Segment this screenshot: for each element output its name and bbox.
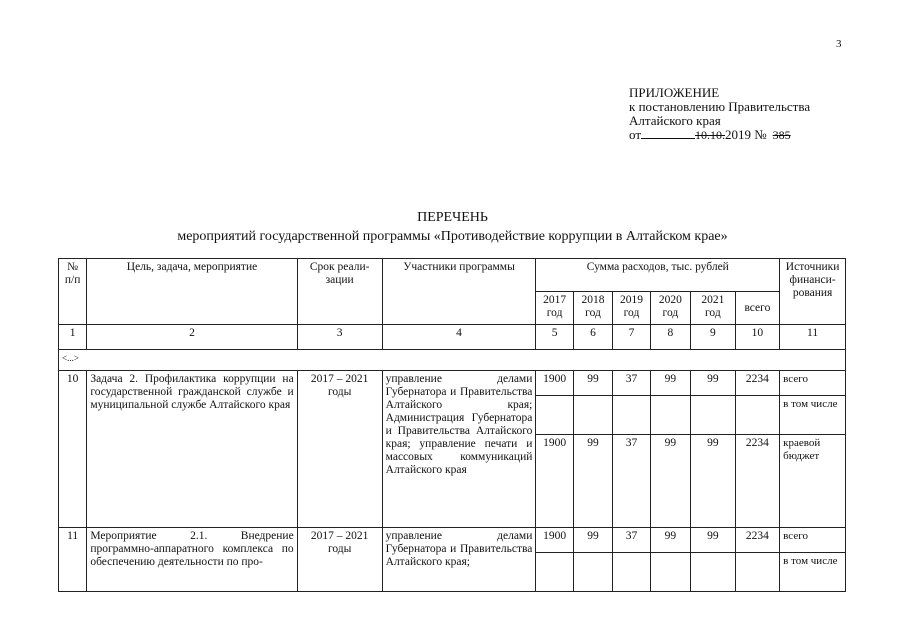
measures-table (58, 258, 846, 592)
value-cell: 1900 (536, 371, 573, 396)
appendix-block (629, 86, 810, 142)
column-number: 5 (536, 325, 573, 350)
header-goal: Цель, задача, мероприятие (87, 259, 297, 325)
appendix-heading: ПРИЛОЖЕНИЕ (629, 85, 720, 100)
value-cell (613, 553, 650, 592)
page-number: 3 (836, 38, 842, 50)
row-goal: Мероприятие 2.1. Внедрение программно-аппаратного комплекса по обеспечению деятельности по про- (87, 528, 297, 592)
column-number: 8 (650, 325, 690, 350)
column-number: 11 (780, 325, 846, 350)
header-row-1 (59, 259, 846, 292)
value-cell (536, 396, 573, 435)
value-cell (691, 553, 736, 592)
value-cell (650, 553, 690, 592)
date-prefix: от (629, 127, 642, 142)
value-cell: 99 (691, 371, 736, 396)
value-cell (573, 553, 612, 592)
header-sources: Источники финанси-рования (780, 259, 846, 325)
value-cell: 2234 (735, 528, 780, 553)
value-cell: 37 (613, 371, 650, 396)
source-cell: в том числе (780, 553, 846, 592)
header-year-2021: 2021 год (691, 292, 736, 325)
date-value: 10.10. (695, 128, 726, 142)
appendix-date-line (629, 128, 810, 142)
value-cell: 99 (650, 528, 690, 553)
appendix-line-2: Алтайского края (629, 113, 721, 128)
table-row (59, 528, 846, 553)
number-sign: № (754, 127, 767, 142)
header-sum: Сумма расходов, тыс. рублей (536, 259, 780, 292)
value-cell (573, 396, 612, 435)
document-title: ПЕРЕЧЕНЬ (417, 210, 488, 225)
value-cell: 99 (573, 435, 612, 528)
column-number: 3 (297, 325, 382, 350)
row-num: 10 (59, 371, 87, 528)
value-cell: 99 (691, 528, 736, 553)
value-cell: 2234 (735, 435, 780, 528)
value-cell (735, 553, 780, 592)
row-term: 2017 – 2021 годы (297, 528, 382, 592)
value-cell: 1900 (536, 528, 573, 553)
source-cell: краевой бюджет (780, 435, 846, 528)
column-number: 4 (382, 325, 536, 350)
source-cell: в том числе (780, 396, 846, 435)
date-underline (641, 128, 695, 139)
source-cell: всего (780, 371, 846, 396)
value-cell (613, 396, 650, 435)
value-cell: 99 (573, 371, 612, 396)
table-row (59, 371, 846, 396)
header-year-2018: 2018 год (573, 292, 612, 325)
column-number: 6 (573, 325, 612, 350)
row-term: 2017 – 2021 годы (297, 371, 382, 528)
row-goal: Задача 2. Профилактика коррупции на государственной гражданской службе и муниципальной службе Алтайского края (87, 371, 297, 528)
column-number: 10 (735, 325, 780, 350)
number-value: 385 (772, 128, 791, 142)
value-cell (536, 553, 573, 592)
column-number: 2 (87, 325, 297, 350)
header-total: всего (735, 292, 780, 325)
header-num: № п/п (59, 259, 87, 325)
header-year-2020: 2020 год (650, 292, 690, 325)
header-year-2017: 2017 год (536, 292, 573, 325)
appendix-line-1: к постановлению Правительства (629, 99, 811, 114)
value-cell: 99 (650, 435, 690, 528)
row-participants: управление делами Губернатора и Правительства Алтайского края; Администрация Губернатора и Правительства Алтайского края; управление печати и массовых коммуникаций Алтайского края (382, 371, 536, 528)
value-cell: 37 (613, 435, 650, 528)
document-subtitle: мероприятий государственной программы «Противодействие коррупции в Алтайском крае» (177, 229, 728, 244)
value-cell (691, 396, 736, 435)
value-cell: 2234 (735, 371, 780, 396)
ellipsis-row (59, 350, 846, 371)
value-cell: 99 (650, 371, 690, 396)
header-year-2019: 2019 год (613, 292, 650, 325)
row-participants: управление делами Губернатора и Правительства Алтайского края; (382, 528, 536, 592)
header-participants: Участники программы (382, 259, 536, 325)
column-number-row (59, 325, 846, 350)
value-cell (650, 396, 690, 435)
value-cell: 99 (691, 435, 736, 528)
column-number: 1 (59, 325, 87, 350)
source-cell: всего (780, 528, 846, 553)
ellipsis-cell: <...> (59, 350, 846, 371)
value-cell (735, 396, 780, 435)
row-num: 11 (59, 528, 87, 592)
value-cell: 37 (613, 528, 650, 553)
value-cell: 99 (573, 528, 612, 553)
value-cell: 1900 (536, 435, 573, 528)
date-year: 2019 (725, 127, 752, 142)
header-term: Срок реали-зации (297, 259, 382, 325)
column-number: 7 (613, 325, 650, 350)
column-number: 9 (691, 325, 736, 350)
